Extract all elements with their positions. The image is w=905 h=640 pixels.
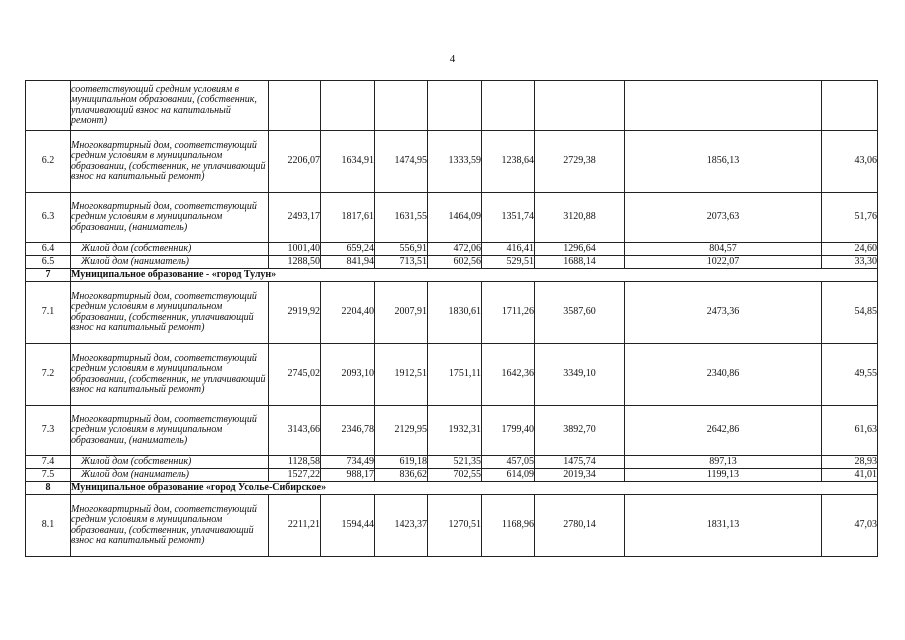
value-cell-5: 1238,64 xyxy=(482,131,535,193)
value-cell-1: 1001,40 xyxy=(269,243,321,256)
row-number xyxy=(26,81,71,131)
value-cell-7: 2340,86 xyxy=(625,344,822,406)
row-description: Многоквартирный дом, соответствующий средним условиям в муниципальном образовании, (наниматель) xyxy=(71,193,269,243)
table-row xyxy=(26,282,878,344)
value-cell-4: 1830,61 xyxy=(428,282,482,344)
row-description: Многоквартирный дом, соответствующий средним условиям в муниципальном образовании, (наниматель) xyxy=(71,406,269,456)
section-title: Муниципальное образование «город Усолье-Сибирское» xyxy=(71,482,878,495)
row-description: Жилой дом (наниматель) xyxy=(71,469,269,482)
value-cell-5: 529,51 xyxy=(482,256,535,269)
value-cell-2: 1594,44 xyxy=(321,495,375,557)
value-cell-3: 619,18 xyxy=(375,456,428,469)
row-number: 7 xyxy=(26,269,71,282)
value-cell-1: 2919,92 xyxy=(269,282,321,344)
value-cell-8: 47,03 xyxy=(822,495,878,557)
value-cell-4: 472,06 xyxy=(428,243,482,256)
row-number: 7.3 xyxy=(26,406,71,456)
value-cell-6: 2019,34 xyxy=(535,469,625,482)
value-cell-4: 1333,59 xyxy=(428,131,482,193)
value-cell-1: 2493,17 xyxy=(269,193,321,243)
value-cell-7: 2642,86 xyxy=(625,406,822,456)
value-cell-1: 1128,58 xyxy=(269,456,321,469)
table-row xyxy=(26,243,878,256)
value-cell-2: 988,17 xyxy=(321,469,375,482)
value-cell-4: 521,35 xyxy=(428,456,482,469)
value-cell-1: 1527,22 xyxy=(269,469,321,482)
value-cell-4: 1751,11 xyxy=(428,344,482,406)
value-cell-7: 2073,63 xyxy=(625,193,822,243)
value-cell-1: 2745,02 xyxy=(269,344,321,406)
value-cell-4: 1270,51 xyxy=(428,495,482,557)
value-cell-8: 41,01 xyxy=(822,469,878,482)
value-cell-8: 49,55 xyxy=(822,344,878,406)
value-cell-1: 1288,50 xyxy=(269,256,321,269)
tariff-table xyxy=(25,80,878,557)
value-cell-8: 61,63 xyxy=(822,406,878,456)
value-cell-2: 1817,61 xyxy=(321,193,375,243)
value-cell-6: 3587,60 xyxy=(535,282,625,344)
table-row xyxy=(26,406,878,456)
value-cell-3: 1631,55 xyxy=(375,193,428,243)
value-cell-5: 614,09 xyxy=(482,469,535,482)
value-cell-5: 1168,96 xyxy=(482,495,535,557)
value-cell-2: 1634,91 xyxy=(321,131,375,193)
table-row xyxy=(26,469,878,482)
table-row xyxy=(26,256,878,269)
value-cell-2 xyxy=(321,81,375,131)
row-description: Многоквартирный дом, соответствующий средним условиям в муниципальном образовании, (собственник, уплачивающий взнос на капитальный ремонт) xyxy=(71,282,269,344)
value-cell-4: 1464,09 xyxy=(428,193,482,243)
value-cell-1: 2211,21 xyxy=(269,495,321,557)
value-cell-8 xyxy=(822,81,878,131)
value-cell-3 xyxy=(375,81,428,131)
value-cell-1: 3143,66 xyxy=(269,406,321,456)
value-cell-8: 51,76 xyxy=(822,193,878,243)
table-row xyxy=(26,495,878,557)
row-number: 7.2 xyxy=(26,344,71,406)
row-description: Жилой дом (собственник) xyxy=(71,456,269,469)
value-cell-5: 1711,26 xyxy=(482,282,535,344)
value-cell-8: 24,60 xyxy=(822,243,878,256)
value-cell-8: 33,30 xyxy=(822,256,878,269)
value-cell-1 xyxy=(269,81,321,131)
value-cell-6: 2780,14 xyxy=(535,495,625,557)
value-cell-2: 2204,40 xyxy=(321,282,375,344)
value-cell-3: 713,51 xyxy=(375,256,428,269)
row-description: Жилой дом (наниматель) xyxy=(71,256,269,269)
value-cell-6: 2729,38 xyxy=(535,131,625,193)
value-cell-4: 602,56 xyxy=(428,256,482,269)
table-row xyxy=(26,456,878,469)
table-row xyxy=(26,193,878,243)
value-cell-3: 1912,51 xyxy=(375,344,428,406)
value-cell-5: 1351,74 xyxy=(482,193,535,243)
row-number: 7.4 xyxy=(26,456,71,469)
value-cell-4 xyxy=(428,81,482,131)
value-cell-7: 804,57 xyxy=(625,243,822,256)
value-cell-2: 659,24 xyxy=(321,243,375,256)
value-cell-3: 1423,37 xyxy=(375,495,428,557)
value-cell-5: 457,05 xyxy=(482,456,535,469)
section-title: Муниципальное образование - «город Тулун» xyxy=(71,269,878,282)
row-description: Многоквартирный дом, соответствующий средним условиям в муниципальном образовании, (собственник, уплачивающий взнос на капитальный ремонт) xyxy=(71,495,269,557)
value-cell-6: 3120,88 xyxy=(535,193,625,243)
row-description: Жилой дом (собственник) xyxy=(71,243,269,256)
row-number: 8 xyxy=(26,482,71,495)
section-row xyxy=(26,482,878,495)
value-cell-6: 1296,64 xyxy=(535,243,625,256)
row-number: 7.1 xyxy=(26,282,71,344)
row-number: 6.3 xyxy=(26,193,71,243)
row-description: Многоквартирный дом, соответствующий средним условиям в муниципальном образовании, (собственник, не уплачивающий взнос на капитальный ремонт) xyxy=(71,131,269,193)
value-cell-7 xyxy=(625,81,822,131)
value-cell-7: 1831,13 xyxy=(625,495,822,557)
value-cell-4: 702,55 xyxy=(428,469,482,482)
value-cell-1: 2206,07 xyxy=(269,131,321,193)
row-description: Многоквартирный дом, соответствующий средним условиям в муниципальном образовании, (собственник, не уплачивающий взнос на капитальный ремонт) xyxy=(71,344,269,406)
page-number: 4 xyxy=(449,53,456,65)
value-cell-3: 2007,91 xyxy=(375,282,428,344)
value-cell-8: 28,93 xyxy=(822,456,878,469)
value-cell-6 xyxy=(535,81,625,131)
row-number: 6.5 xyxy=(26,256,71,269)
value-cell-7: 897,13 xyxy=(625,456,822,469)
value-cell-7: 1199,13 xyxy=(625,469,822,482)
value-cell-6: 1688,14 xyxy=(535,256,625,269)
value-cell-7: 1022,07 xyxy=(625,256,822,269)
value-cell-6: 3349,10 xyxy=(535,344,625,406)
value-cell-2: 2346,78 xyxy=(321,406,375,456)
value-cell-2: 2093,10 xyxy=(321,344,375,406)
table-row xyxy=(26,344,878,406)
section-row xyxy=(26,269,878,282)
row-description: соответствующий средним условиям в муниципальном образовании, (собственник, уплачивающий взнос на капитальный ремонт) xyxy=(71,81,269,131)
value-cell-6: 1475,74 xyxy=(535,456,625,469)
value-cell-3: 2129,95 xyxy=(375,406,428,456)
value-cell-7: 1856,13 xyxy=(625,131,822,193)
value-cell-3: 836,62 xyxy=(375,469,428,482)
value-cell-8: 54,85 xyxy=(822,282,878,344)
value-cell-7: 2473,36 xyxy=(625,282,822,344)
value-cell-8: 43,06 xyxy=(822,131,878,193)
value-cell-5: 1799,40 xyxy=(482,406,535,456)
value-cell-6: 3892,70 xyxy=(535,406,625,456)
value-cell-2: 841,94 xyxy=(321,256,375,269)
value-cell-5 xyxy=(482,81,535,131)
value-cell-3: 1474,95 xyxy=(375,131,428,193)
row-number: 6.4 xyxy=(26,243,71,256)
value-cell-5: 416,41 xyxy=(482,243,535,256)
value-cell-4: 1932,31 xyxy=(428,406,482,456)
row-number: 7.5 xyxy=(26,469,71,482)
table-row xyxy=(26,81,878,131)
row-number: 8.1 xyxy=(26,495,71,557)
row-number: 6.2 xyxy=(26,131,71,193)
value-cell-5: 1642,36 xyxy=(482,344,535,406)
table-row xyxy=(26,131,878,193)
value-cell-3: 556,91 xyxy=(375,243,428,256)
value-cell-2: 734,49 xyxy=(321,456,375,469)
